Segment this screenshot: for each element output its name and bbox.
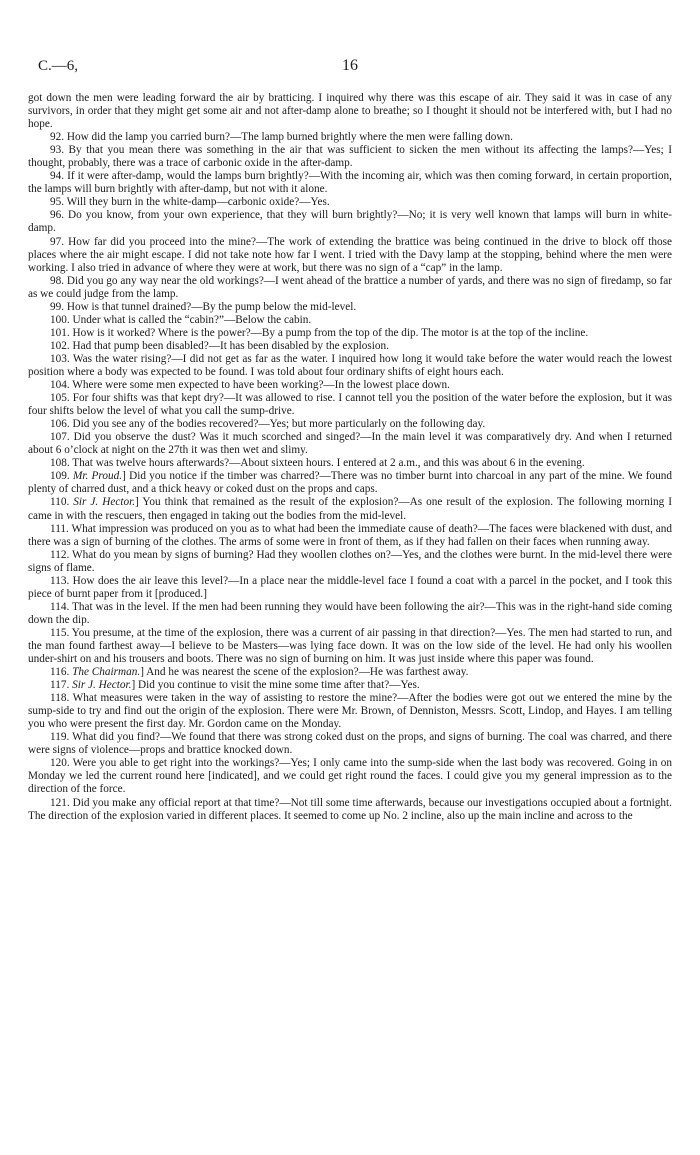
question-number: 116. [50, 666, 70, 679]
page-number: 16 [342, 57, 358, 74]
testimony-paragraph: 116. The Chairman.] And he was nearest the scene of the explosion?—He was farthest away. [50, 666, 469, 679]
question-number: 109. [50, 470, 70, 483]
speaker-name: The Chairman. [72, 666, 141, 679]
testimony-paragraph: 109. Mr. Proud.] Did you notice if the timber was charred?—There was no timber burnt into charcoal in any part of the mine. We found plenty of charred dust, and a thick heavy or coked dust on the props and caps. [28, 470, 673, 496]
paragraph-text: Did you notice if the timber was charred?—There was no timber burnt into charcoal in any part of the mine. We found plenty of charred dust, and a thick heavy or coked dust on the props and caps. [28, 470, 673, 496]
paragraph-text: Did you continue to visit the mine some time after that?—Yes. [135, 679, 420, 692]
testimony-paragraph: 113. How does the air leave this level?—In a place near the middle-level face I found a coat with a parcel in the pocket, and I took this piece of burnt paper from it [produced.] [28, 574, 672, 600]
testimony-paragraph: 115. You presume, at the time of the explosion, there was a current of air passing in that direction?—Yes. The men had started to run, and the man found farthest away—I believe to be Masters—was lying face down. It was on the low side of the level. He had only his woollen under-shirt on and his trousers and boots. There was no sign of burning on him. It was just inside where this paper was found. [28, 626, 672, 666]
testimony-paragraph: 121. Did you make any official report at that time?—Not till some time afterwards, because our investigations occupied about a fortnight. The direction of the explosion varied in different places. It seemed to come up No. 2 incline, also up the main incline and across to the [28, 796, 672, 822]
testimony-paragraph: 94. If it were after-damp, would the lamps burn brightly?—With the incoming air, which was then coming forward, in certain proportion, the lamps will burn brightly with after-damp, but not with it alone. [28, 170, 672, 196]
testimony-paragraph: 93. By that you mean there was something in the air that was sufficient to sicken the men without its affecting the lamps?—Yes; I thought, probably, there was a trace of carbonic oxide in the after-damp. [28, 144, 672, 170]
testimony-paragraph: 97. How far did you proceed into the mine?—The work of extending the brattice was being continued in the drive to block off those places where the air might escape. I did not take note how far I went. I tried with the Davy lamp at the stopping, behind where the men were working. I also tried in advance of where they were at work, but there was no sign of a “cap” in the lamp. [28, 235, 672, 274]
document-reference: C.—6, [38, 58, 79, 74]
testimony-paragraph: 100. Under what is called the “cabin?”—Below the cabin. [50, 313, 312, 326]
testimony-paragraph: 98. Did you go any way near the old workings?—I went ahead of the brattice a number of yards, and there was no sign of firedamp, so far as we could judge from the lamp. [28, 274, 672, 300]
testimony-paragraph: 120. Were you able to get right into the workings?—Yes; I only came into the sump-side when the last body was recovered. Going in on Monday we led the current round here [indicated], and we could get right round the faces. I could give you my general impression as to the direction of the force. [28, 757, 672, 796]
testimony-body [28, 92, 672, 823]
question-number: 110. [50, 496, 70, 509]
speaker-name: Sir J. Hector. [72, 679, 132, 692]
speaker-name: Mr. Proud. [72, 470, 123, 483]
paragraph-text: You think that remained as the result of the explosion?—As one result of the explosion. The following morning I came in with the rescuers, then engaged in taking out the bodies from the mid-level. [28, 496, 672, 522]
testimony-paragraph: 103. Was the water rising?—I did not get as far as the water. I inquired how long it would take before the water would reach the lowest position where a body was expected to be found. I was told about four ordinary shifts of eight hours each. [28, 352, 672, 378]
speaker-name: Sir J. Hector. [73, 496, 136, 509]
paragraph-text: And he was nearest the scene of the explosion?—He was farthest away. [143, 666, 469, 679]
testimony-paragraph: 96. Do you know, from your own experience, that they will burn brightly?—No; it is very well known that lamps will burn in white-damp. [28, 209, 672, 235]
testimony-paragraph: 119. What did you find?—We found that there was strong coked dust on the props, and signs of burning. The coal was charred, and there were signs of violence—props and brattice knocked down. [28, 731, 672, 757]
testimony-paragraph: 114. That was in the level. If the men had been running they would have been following the air?—This was in the right-hand side coming down the dip. [28, 600, 672, 626]
testimony-paragraph: 108. That was twelve hours afterwards?—About sixteen hours. I entered at 2 a.m., and this was about 6 in the evening. [50, 457, 585, 470]
testimony-paragraph: 111. What impression was produced on you as to what had been the immediate cause of death?—The faces were blackened with dust, and there was a sign of burning of the clothes. The arms of some were in front of them, as if they had fallen on their faces when running away. [28, 522, 672, 548]
testimony-paragraph: 106. Did you see any of the bodies recovered?—Yes; but more particularly on the following day. [50, 418, 486, 431]
testimony-paragraph: 118. What measures were taken in the way of assisting to restore the mine?—After the bodies were got out we entered the mine by the sump-side to try and find out the origin of the explosion. There were Mr. Brown, of Denniston, Messrs. Scott, Lindop, and Hayes. I am telling you who were present the first day. Mr. Gordon came on the Monday. [28, 692, 672, 731]
testimony-paragraph: 99. How is that tunnel drained?—By the pump below the mid-level. [50, 300, 357, 313]
testimony-paragraph: 104. Where were some men expected to have been working?—In the lowest place down. [50, 379, 450, 392]
testimony-paragraph: 102. Had that pump been disabled?—It has been disabled by the explosion. [50, 339, 389, 352]
testimony-paragraph: 101. How is it worked? Where is the power?—By a pump from the top of the dip. The motor is at the top of the incline. [50, 326, 589, 339]
testimony-paragraph: got down the men were leading forward the air by bratticing. I inquired why there was this escape of air. They said it was in case of any survivors, in order that they might get some air and not after-damp alone to breathe; so I thought it should not be interfered with, but I had no hope. [28, 92, 672, 131]
testimony-paragraph: 110. Sir J. Hector.] You think that remained as the result of the explosion?—As one result of the explosion. The following morning I came in with the rescuers, then engaged in taking out the bodies from the mid-level. [28, 496, 672, 522]
testimony-paragraph: 105. For four shifts was that kept dry?—It was allowed to rise. I cannot tell you the position of the water before the explosion, but it was four shifts below the level of what you call the sump-drive. [28, 392, 672, 418]
testimony-paragraph: 92. How did the lamp you carried burn?—The lamp burned brightly where the men were falling down. [50, 131, 513, 144]
testimony-paragraph: 95. Will they burn in the white-damp—carbonic oxide?—Yes. [50, 196, 330, 209]
question-number: 117. [50, 679, 70, 692]
testimony-paragraph: 107. Did you observe the dust? Was it much scorched and singed?—In the main level it was comparatively dry. And when I returned about 6 o’clock at night on the 27th it was then wet and slimy. [28, 431, 672, 457]
testimony-paragraph: 112. What do you mean by signs of burning? Had they woollen clothes on?—Yes, and the clothes were burnt. In the mid-level there were signs of flame. [28, 548, 672, 574]
testimony-paragraph: 117. Sir J. Hector.] Did you continue to visit the mine some time after that?—Yes. [50, 679, 420, 692]
